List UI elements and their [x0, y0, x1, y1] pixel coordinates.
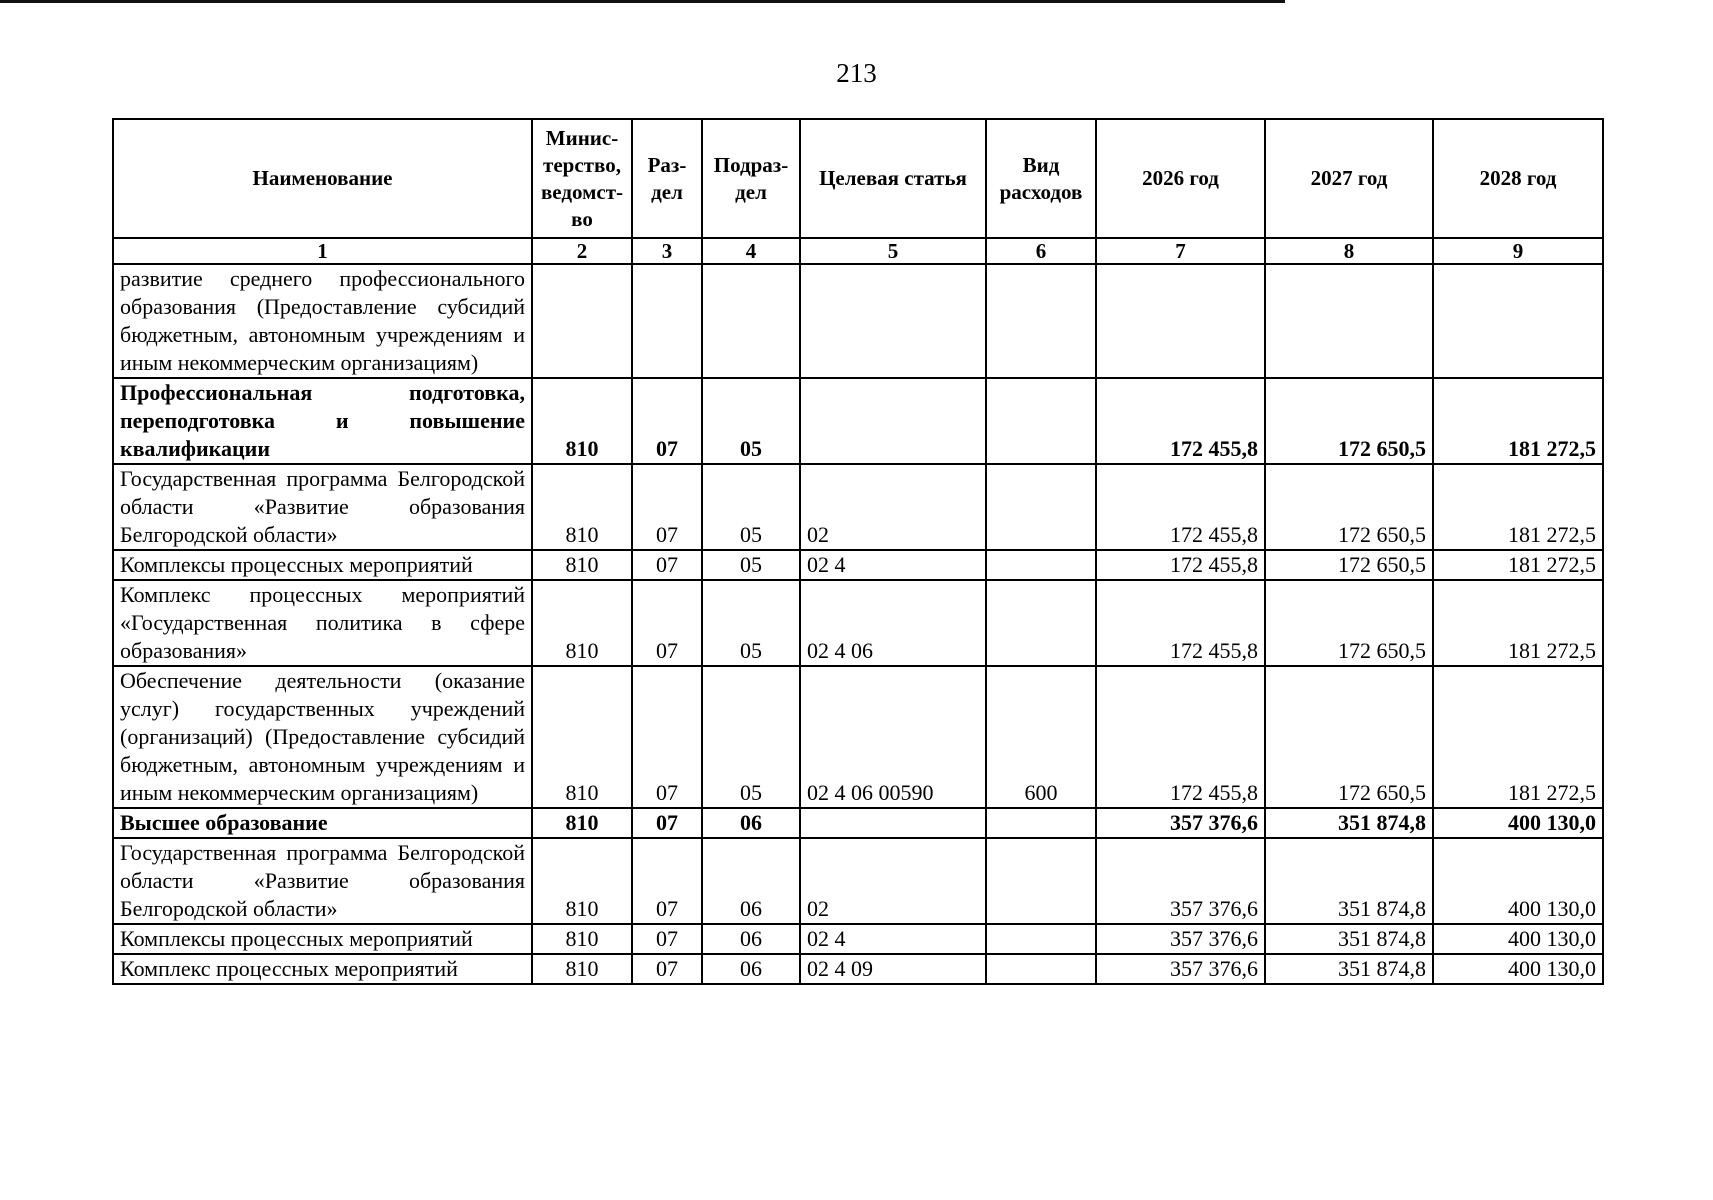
row-subsection: 06	[702, 808, 800, 838]
row-ministry: 810	[532, 580, 632, 666]
row-expense-type	[986, 954, 1096, 984]
row-2027: 172 650,5	[1265, 580, 1433, 666]
row-ministry: 810	[532, 464, 632, 550]
row-target: 02 4	[800, 924, 986, 954]
row-2026: 172 455,8	[1096, 550, 1265, 580]
row-2026: 357 376,6	[1096, 838, 1265, 924]
row-name: Государственная программа Белгородской области «Развитие образования Белгородской области»	[113, 838, 532, 924]
row-2028: 181 272,5	[1433, 464, 1603, 550]
page-number: 213	[836, 58, 877, 88]
row-ministry: 810	[532, 808, 632, 838]
row-2027: 351 874,8	[1265, 954, 1433, 984]
header-2027: 2027 год	[1265, 119, 1433, 238]
row-target: 02 4 09	[800, 954, 986, 984]
row-ministry: 810	[532, 954, 632, 984]
column-number: 1	[113, 238, 532, 264]
row-expense-type	[986, 264, 1096, 378]
row-target	[800, 808, 986, 838]
row-expense-type	[986, 464, 1096, 550]
table-row	[113, 378, 1603, 464]
column-number: 2	[532, 238, 632, 264]
row-2027: 172 650,5	[1265, 464, 1433, 550]
row-section: 07	[632, 808, 702, 838]
row-expense-type	[986, 550, 1096, 580]
row-section: 07	[632, 464, 702, 550]
row-2026	[1096, 264, 1265, 378]
row-section: 07	[632, 666, 702, 808]
row-2028: 181 272,5	[1433, 666, 1603, 808]
row-2027	[1265, 264, 1433, 378]
row-expense-type	[986, 378, 1096, 464]
row-section: 07	[632, 378, 702, 464]
row-2026: 172 455,8	[1096, 464, 1265, 550]
table-row	[113, 954, 1603, 984]
column-number: 6	[986, 238, 1096, 264]
row-2026: 172 455,8	[1096, 666, 1265, 808]
row-ministry: 810	[532, 666, 632, 808]
column-number: 4	[702, 238, 800, 264]
row-target	[800, 378, 986, 464]
row-name: Комплексы процессных мероприятий	[113, 550, 532, 580]
table-row	[113, 924, 1603, 954]
row-target: 02 4	[800, 550, 986, 580]
header-2028: 2028 год	[1433, 119, 1603, 238]
row-target: 02 4 06 00590	[800, 666, 986, 808]
row-2028: 400 130,0	[1433, 954, 1603, 984]
row-2027: 172 650,5	[1265, 378, 1433, 464]
row-name: развитие среднего профессионального образования (Предоставление субсидий бюджетным, автономным учреждениям и иным некоммерческим организациям)	[113, 264, 532, 378]
row-subsection: 05	[702, 580, 800, 666]
row-ministry	[532, 264, 632, 378]
row-2027: 351 874,8	[1265, 838, 1433, 924]
row-2028: 400 130,0	[1433, 808, 1603, 838]
row-name: Государственная программа Белгородской области «Развитие образования Белгородской области»	[113, 464, 532, 550]
column-number: 3	[632, 238, 702, 264]
table-row	[113, 550, 1603, 580]
row-target	[800, 264, 986, 378]
header-target: Целевая статья	[800, 119, 986, 238]
table-row	[113, 838, 1603, 924]
row-subsection: 06	[702, 924, 800, 954]
table-row	[113, 666, 1603, 808]
row-name: Высшее образование	[113, 808, 532, 838]
row-ministry: 810	[532, 550, 632, 580]
column-number: 8	[1265, 238, 1433, 264]
table-row	[113, 464, 1603, 550]
row-name: Обеспечение деятельности (оказание услуг) государственных учреждений (организаций) (Предоставление субсидий бюджетным, автономным учреждениям и иным некоммерческим организациям)	[113, 666, 532, 808]
row-2028	[1433, 264, 1603, 378]
row-target: 02 4 06	[800, 580, 986, 666]
row-subsection: 06	[702, 954, 800, 984]
row-ministry: 810	[532, 924, 632, 954]
row-2027: 172 650,5	[1265, 666, 1433, 808]
row-2026: 357 376,6	[1096, 954, 1265, 984]
header-name: Наименование	[113, 119, 532, 238]
row-target: 02	[800, 464, 986, 550]
row-section: 07	[632, 954, 702, 984]
row-subsection: 06	[702, 838, 800, 924]
row-section: 07	[632, 550, 702, 580]
column-number: 5	[800, 238, 986, 264]
column-number-row	[113, 238, 1603, 264]
row-subsection	[702, 264, 800, 378]
row-target: 02	[800, 838, 986, 924]
table-row	[113, 580, 1603, 666]
row-2027: 351 874,8	[1265, 808, 1433, 838]
row-2028: 400 130,0	[1433, 838, 1603, 924]
row-section: 07	[632, 838, 702, 924]
row-2027: 351 874,8	[1265, 924, 1433, 954]
row-name: Комплекс процессных мероприятий «Государственная политика в сфере образования»	[113, 580, 532, 666]
header-expense-type: Вид расходов	[986, 119, 1096, 238]
row-2028: 181 272,5	[1433, 550, 1603, 580]
row-ministry: 810	[532, 378, 632, 464]
row-2027: 172 650,5	[1265, 550, 1433, 580]
row-name: Профессиональная подготовка, переподготовка и повышение квалификации	[113, 378, 532, 464]
row-expense-type	[986, 580, 1096, 666]
row-2028: 400 130,0	[1433, 924, 1603, 954]
row-subsection: 05	[702, 666, 800, 808]
header-ministry: Минис-терство, ведомст-во	[532, 119, 632, 238]
top-rule	[0, 0, 1285, 3]
row-subsection: 05	[702, 550, 800, 580]
row-name: Комплекс процессных мероприятий	[113, 954, 532, 984]
row-subsection: 05	[702, 378, 800, 464]
row-section: 07	[632, 580, 702, 666]
row-section: 07	[632, 924, 702, 954]
row-expense-type: 600	[986, 666, 1096, 808]
table-row	[113, 808, 1603, 838]
row-2026: 357 376,6	[1096, 808, 1265, 838]
column-number: 7	[1096, 238, 1265, 264]
row-2028: 181 272,5	[1433, 580, 1603, 666]
row-name: Комплексы процессных мероприятий	[113, 924, 532, 954]
row-expense-type	[986, 838, 1096, 924]
row-expense-type	[986, 924, 1096, 954]
row-ministry: 810	[532, 838, 632, 924]
header-2026: 2026 год	[1096, 119, 1265, 238]
row-2026: 172 455,8	[1096, 378, 1265, 464]
row-subsection: 05	[702, 464, 800, 550]
row-2026: 357 376,6	[1096, 924, 1265, 954]
header-subsection: Подраз-дел	[702, 119, 800, 238]
row-section	[632, 264, 702, 378]
row-2028: 181 272,5	[1433, 378, 1603, 464]
table-row	[113, 264, 1603, 378]
row-2026: 172 455,8	[1096, 580, 1265, 666]
header-section: Раз-дел	[632, 119, 702, 238]
header-row	[113, 119, 1603, 238]
row-expense-type	[986, 808, 1096, 838]
budget-table	[112, 118, 1604, 985]
column-number: 9	[1433, 238, 1603, 264]
